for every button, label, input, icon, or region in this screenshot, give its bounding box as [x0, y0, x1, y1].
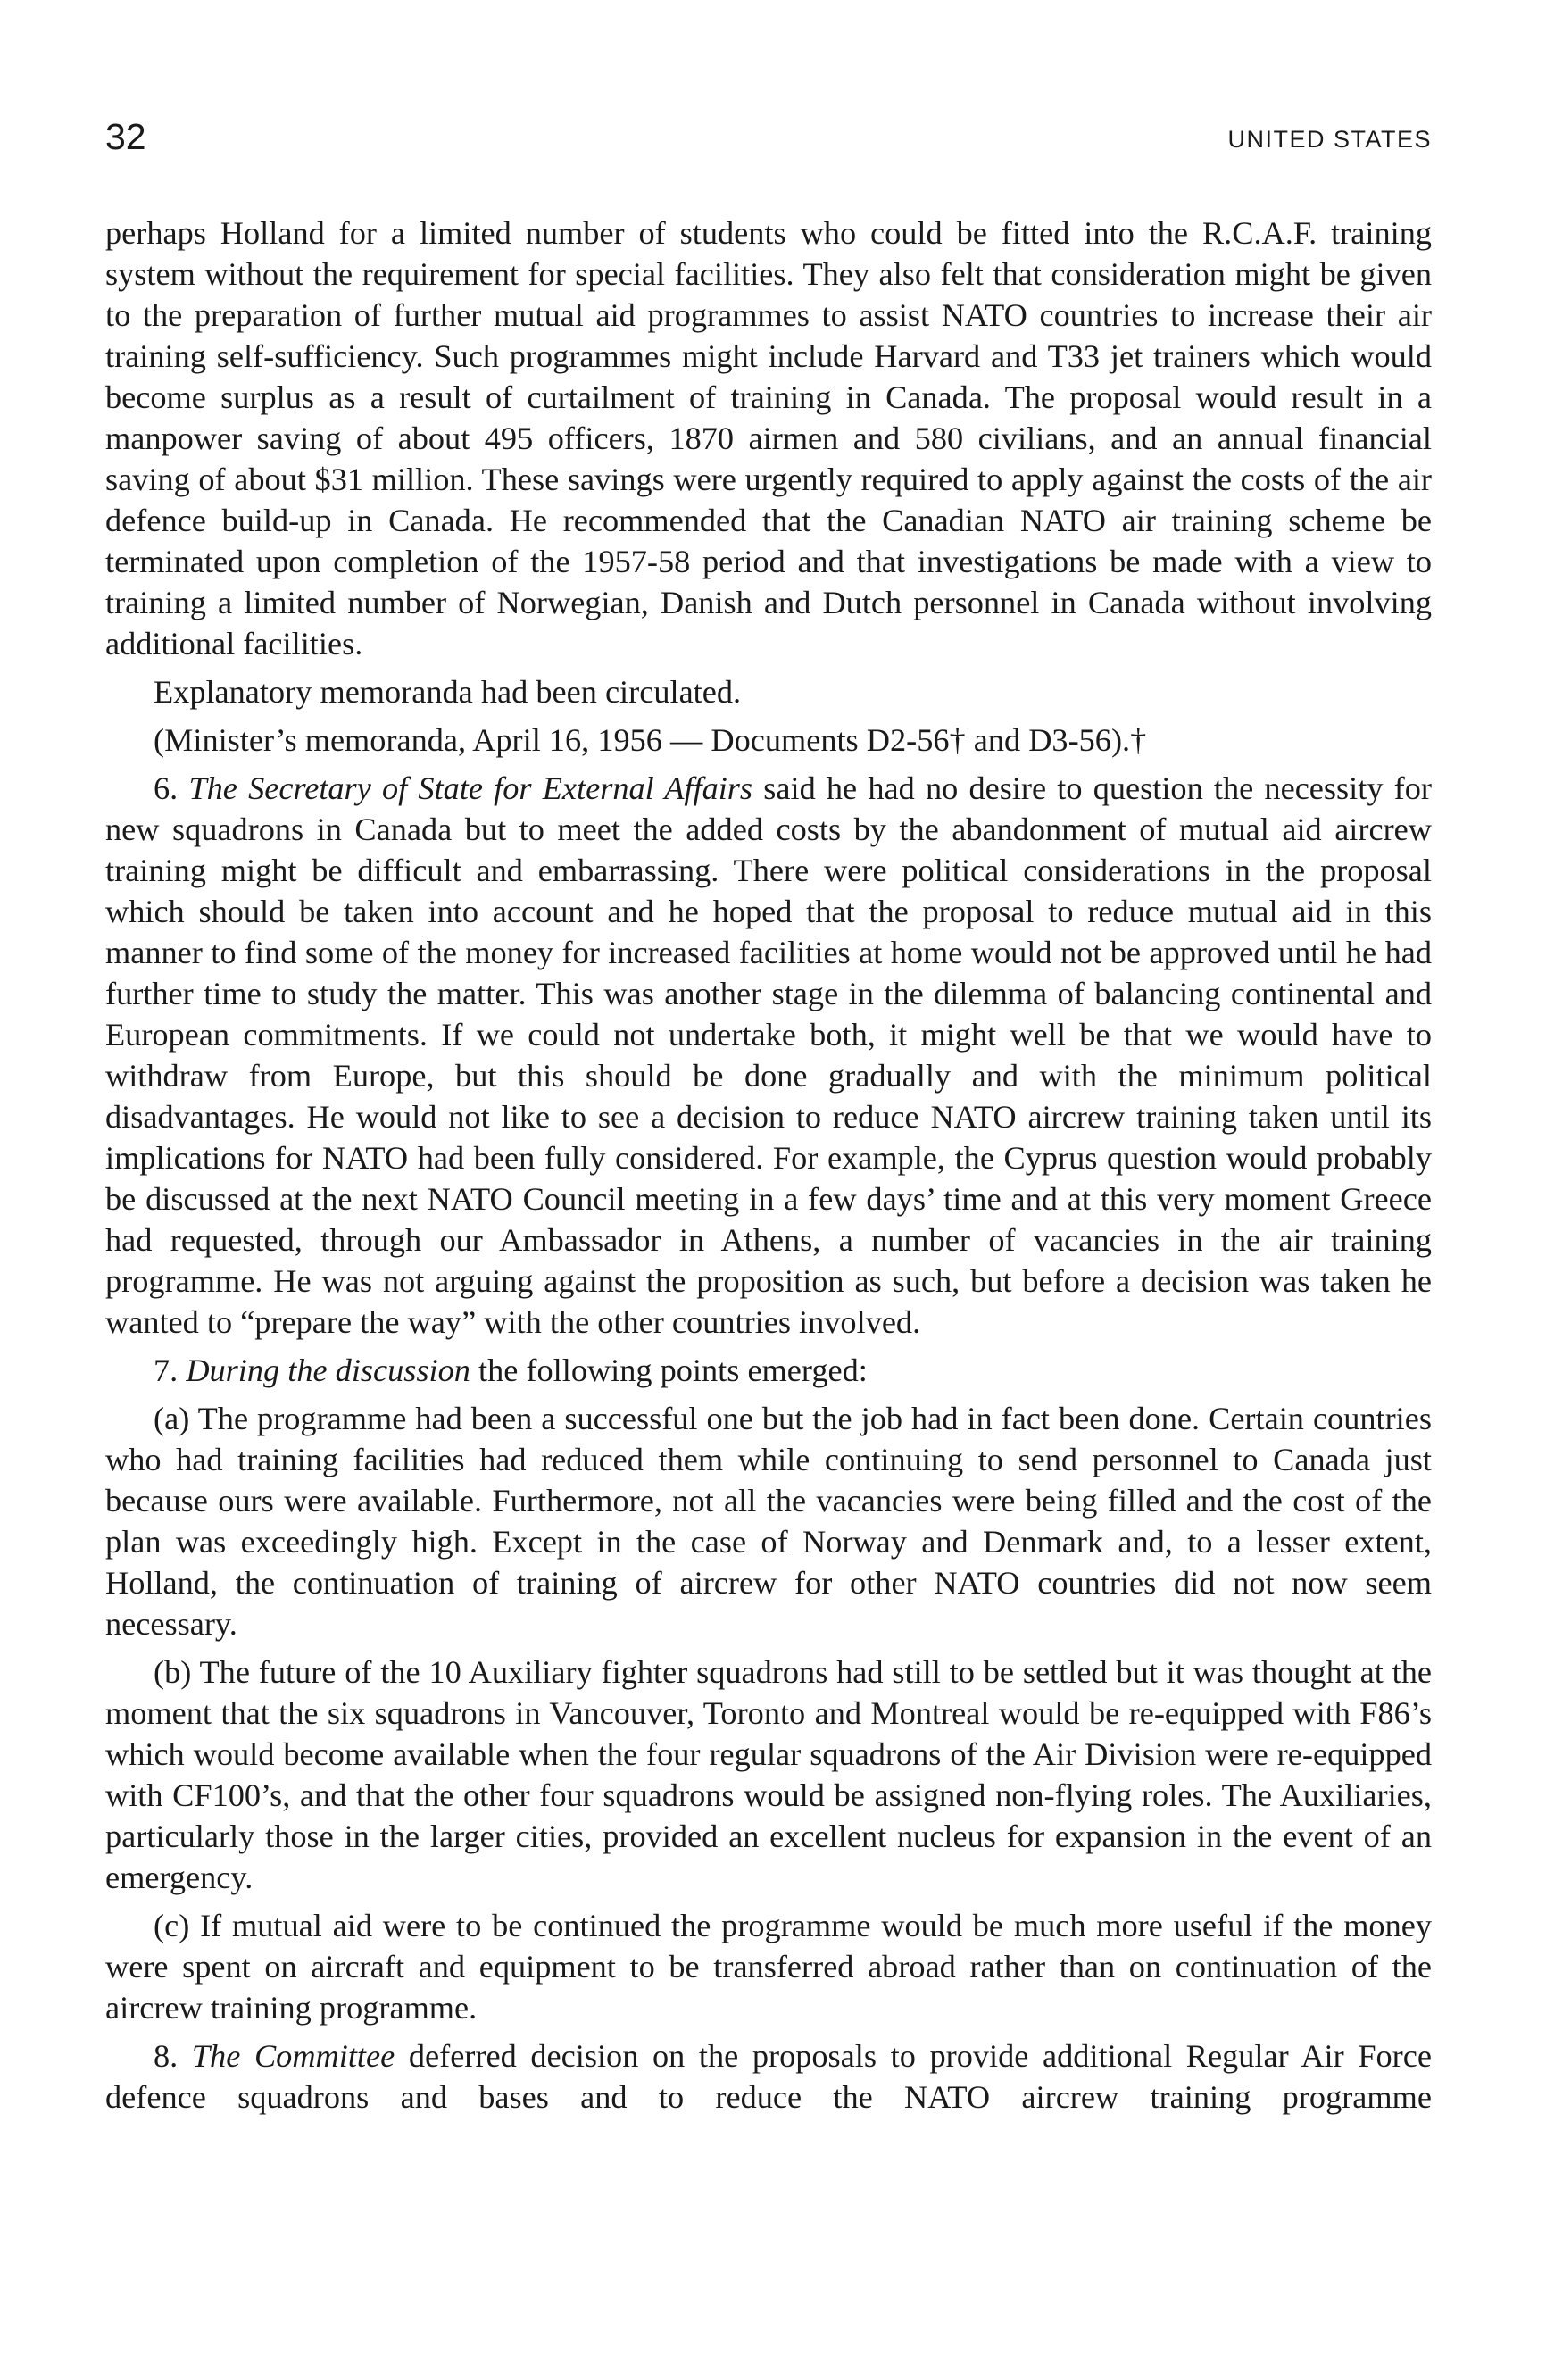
paragraph-number: 7. [154, 1352, 179, 1388]
paragraph-continuation: perhaps Holland for a limited number of students who could be fitted into the R.C.A.F. training system without the requirement for special facilities. They also felt that consideration might be given to the preparation of further mutual aid programmes to assist NATO countries to increase their air training self-sufficiency. Such programmes might include Harvard and T33 jet trainers which would become surplus as a result of curtailment of training in Canada. The proposal would result in a manpower saving of about 495 officers, 1870 airmen and 580 civilians, and an annual financial saving of about $31 million. These savings were urgently required to apply against the costs of the air defence build-up in Canada. He recommended that the Canadian NATO air training scheme be terminated upon completion of the 1957-58 period and that investigations be made with a view to training a limited number of Norwegian, Danish and Dutch personnel in Canada without involving additional facilities. [105, 215, 1432, 662]
paragraph-text: said he had no desire to question the necessity for new squadrons in Canada but to meet the added costs by the abandonment of mutual aid aircrew training might be difficult and embarrassing. There were political considerations in the proposal which should be taken into account and he hoped that the proposal to reduce mutual aid in this manner to find some of the money for increased facilities at home would not be approved until he had further time to study the matter. This was another stage in the dilemma of balancing continental and European commitments. If we could not undertake both, it might well be that we would have to withdraw from Europe, but this should be done gradually and with the minimum political disadvantages. He would not like to see a decision to reduce NATO aircrew training taken until its implications for NATO had been fully considered. For example, the Cyprus question would probably be discussed at the next NATO Council meeting in a few days’ time and at this very moment Greece had requested, through our Ambassador in Athens, a number of vacancies in the air training programme. He was not arguing against the proposition as such, but before a decision was taken he wanted to “prepare the way” with the other countries involved. [105, 770, 1432, 1340]
running-head: UNITED STATES [1227, 126, 1432, 153]
paragraph-text: the following points emerged: [470, 1352, 868, 1388]
paragraph-text: deferred decision on the proposals to provide additional Regular Air Force defence squadrons and bases and to reduce the NATO aircrew training programme [105, 2038, 1432, 2115]
paragraph-6 [105, 768, 1432, 1343]
paragraph-explanatory: Explanatory memoranda had been circulated. [154, 674, 742, 710]
body-text [105, 212, 1432, 2125]
speaker: During the discussion [186, 1352, 470, 1388]
paragraph-reference: (Minister’s memoranda, April 16, 1956 — Documents D2-56† and D3-56).† [154, 722, 1147, 758]
paragraph-8 [105, 2035, 1432, 2118]
speaker: The Secretary of State for External Affairs [188, 770, 753, 806]
paragraph-number: 8. [154, 2038, 179, 2074]
page-number: 32 [105, 116, 146, 157]
point-c: (c) If mutual aid were to be continued the programme would be much more useful if the money were spent on aircraft and equipment to be transferred abroad rather than on continuation of the aircrew training programme. [105, 1908, 1432, 2026]
speaker: The Committee [191, 2038, 395, 2074]
point-b: (b) The future of the 10 Auxiliary fighter squadrons had still to be settled but it was thought at the moment that the six squadrons in Vancouver, Toronto and Montreal would be re-equipped with F86’s which would become available when the four regular squadrons of the Air Division were re-equipped with CF100’s, and that the other four squadrons would be assigned non-flying roles. The Auxiliaries, particularly those in the larger cities, provided an excellent nucleus for expansion in the event of an emergency. [105, 1654, 1432, 1895]
page-header [105, 114, 1432, 159]
paragraph-number: 6. [154, 770, 179, 806]
paragraph-7 [105, 1350, 1432, 1391]
point-a: (a) The programme had been a successful one but the job had in fact been done. Certain countries who had training facilities had reduced them while continuing to send personnel to Canada just because ours were available. Furthermore, not all the vacancies were being filled and the cost of the plan was exceedingly high. Except in the case of Norway and Denmark and, to a lesser extent, Holland, the continuation of training of aircrew for other NATO countries did not now seem necessary. [105, 1401, 1432, 1642]
